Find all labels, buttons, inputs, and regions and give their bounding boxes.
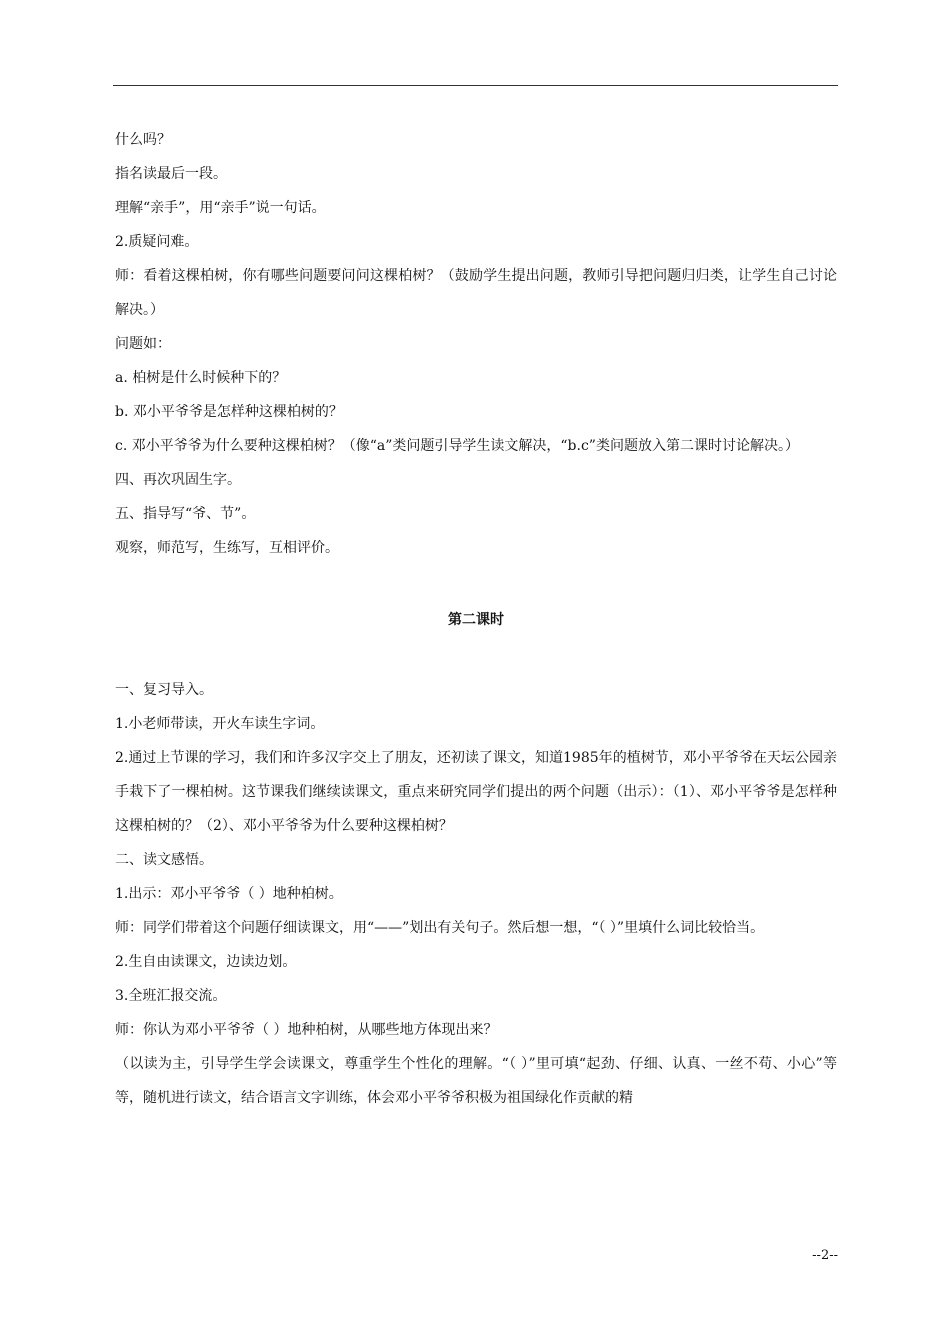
paragraph: a. 柏树是什么时候种下的？	[115, 370, 287, 386]
page-number: --2--	[812, 1248, 838, 1263]
paragraph: 3.全班汇报交流。	[115, 988, 227, 1004]
paragraph: 什么吗？	[115, 132, 171, 148]
paragraph: 问题如：	[115, 336, 171, 352]
paragraph: 五、指导写“爷、节”。	[115, 506, 256, 522]
paragraph: 理解“亲手”，用“亲手”说一句话。	[115, 200, 326, 216]
document-body	[115, 123, 837, 1115]
header-rule	[113, 85, 838, 86]
paragraph: 二、读文感悟。	[115, 852, 213, 868]
paragraph: 师：你认为邓小平爷爷（ ）地种柏树，从哪些地方体现出来？	[115, 1022, 498, 1038]
paragraph: 师：看着这棵柏树，你有哪些问题要问问这棵柏树？（鼓励学生提出问题，教师引导把问题归归类，让学生自己讨论解决。）	[115, 268, 837, 318]
paragraph: 观察，师范写，生练写，互相评价。	[115, 540, 339, 556]
paragraph: 指名读最后一段。	[115, 166, 227, 182]
section-heading: 第二课时	[448, 612, 504, 628]
paragraph: b. 邓小平爷爷是怎样种这棵柏树的？	[115, 404, 343, 420]
paragraph: c. 邓小平爷爷为什么要种这棵柏树？（像“a”类问题引导学生读文解决，“b.c”类问题放入第二课时讨论解决。）	[115, 438, 799, 454]
paragraph: 师：同学们带着这个问题仔细读课文，用“——”划出有关句子。然后想一想，“（ ）”里填什么词比较恰当。	[115, 920, 765, 936]
paragraph: 2.质疑问难。	[115, 234, 199, 250]
paragraph: 2.生自由读课文，边读边划。	[115, 954, 297, 970]
paragraph: 1.出示：邓小平爷爷（ ）地种柏树。	[115, 886, 343, 902]
paragraph: 2.通过上节课的学习，我们和许多汉字交上了朋友，还初读了课文，知道1985年的植树节，邓小平爷爷在天坛公园亲手栽下了一棵柏树。这节课我们继续读课文，重点来研究同学们提出的两个问题（出示）：（1）、邓小平爷爷是怎样种这棵柏树的？（2）、邓小平爷爷为什么要种这棵柏树？	[115, 750, 837, 834]
paragraph: 1.小老师带读，开火车读生字词。	[115, 716, 325, 732]
paragraph: 一、复习导入。	[115, 682, 213, 698]
paragraph: （以读为主，引导学生学会读课文，尊重学生个性化的理解。“（ ）”里可填“起劲、仔细、认真、一丝不苟、小心”等等，随机进行读文，结合语言文字训练，体会邓小平爷爷积极为祖国绿化作贡献的精	[115, 1056, 837, 1106]
paragraph: 四、再次巩固生字。	[115, 472, 241, 488]
